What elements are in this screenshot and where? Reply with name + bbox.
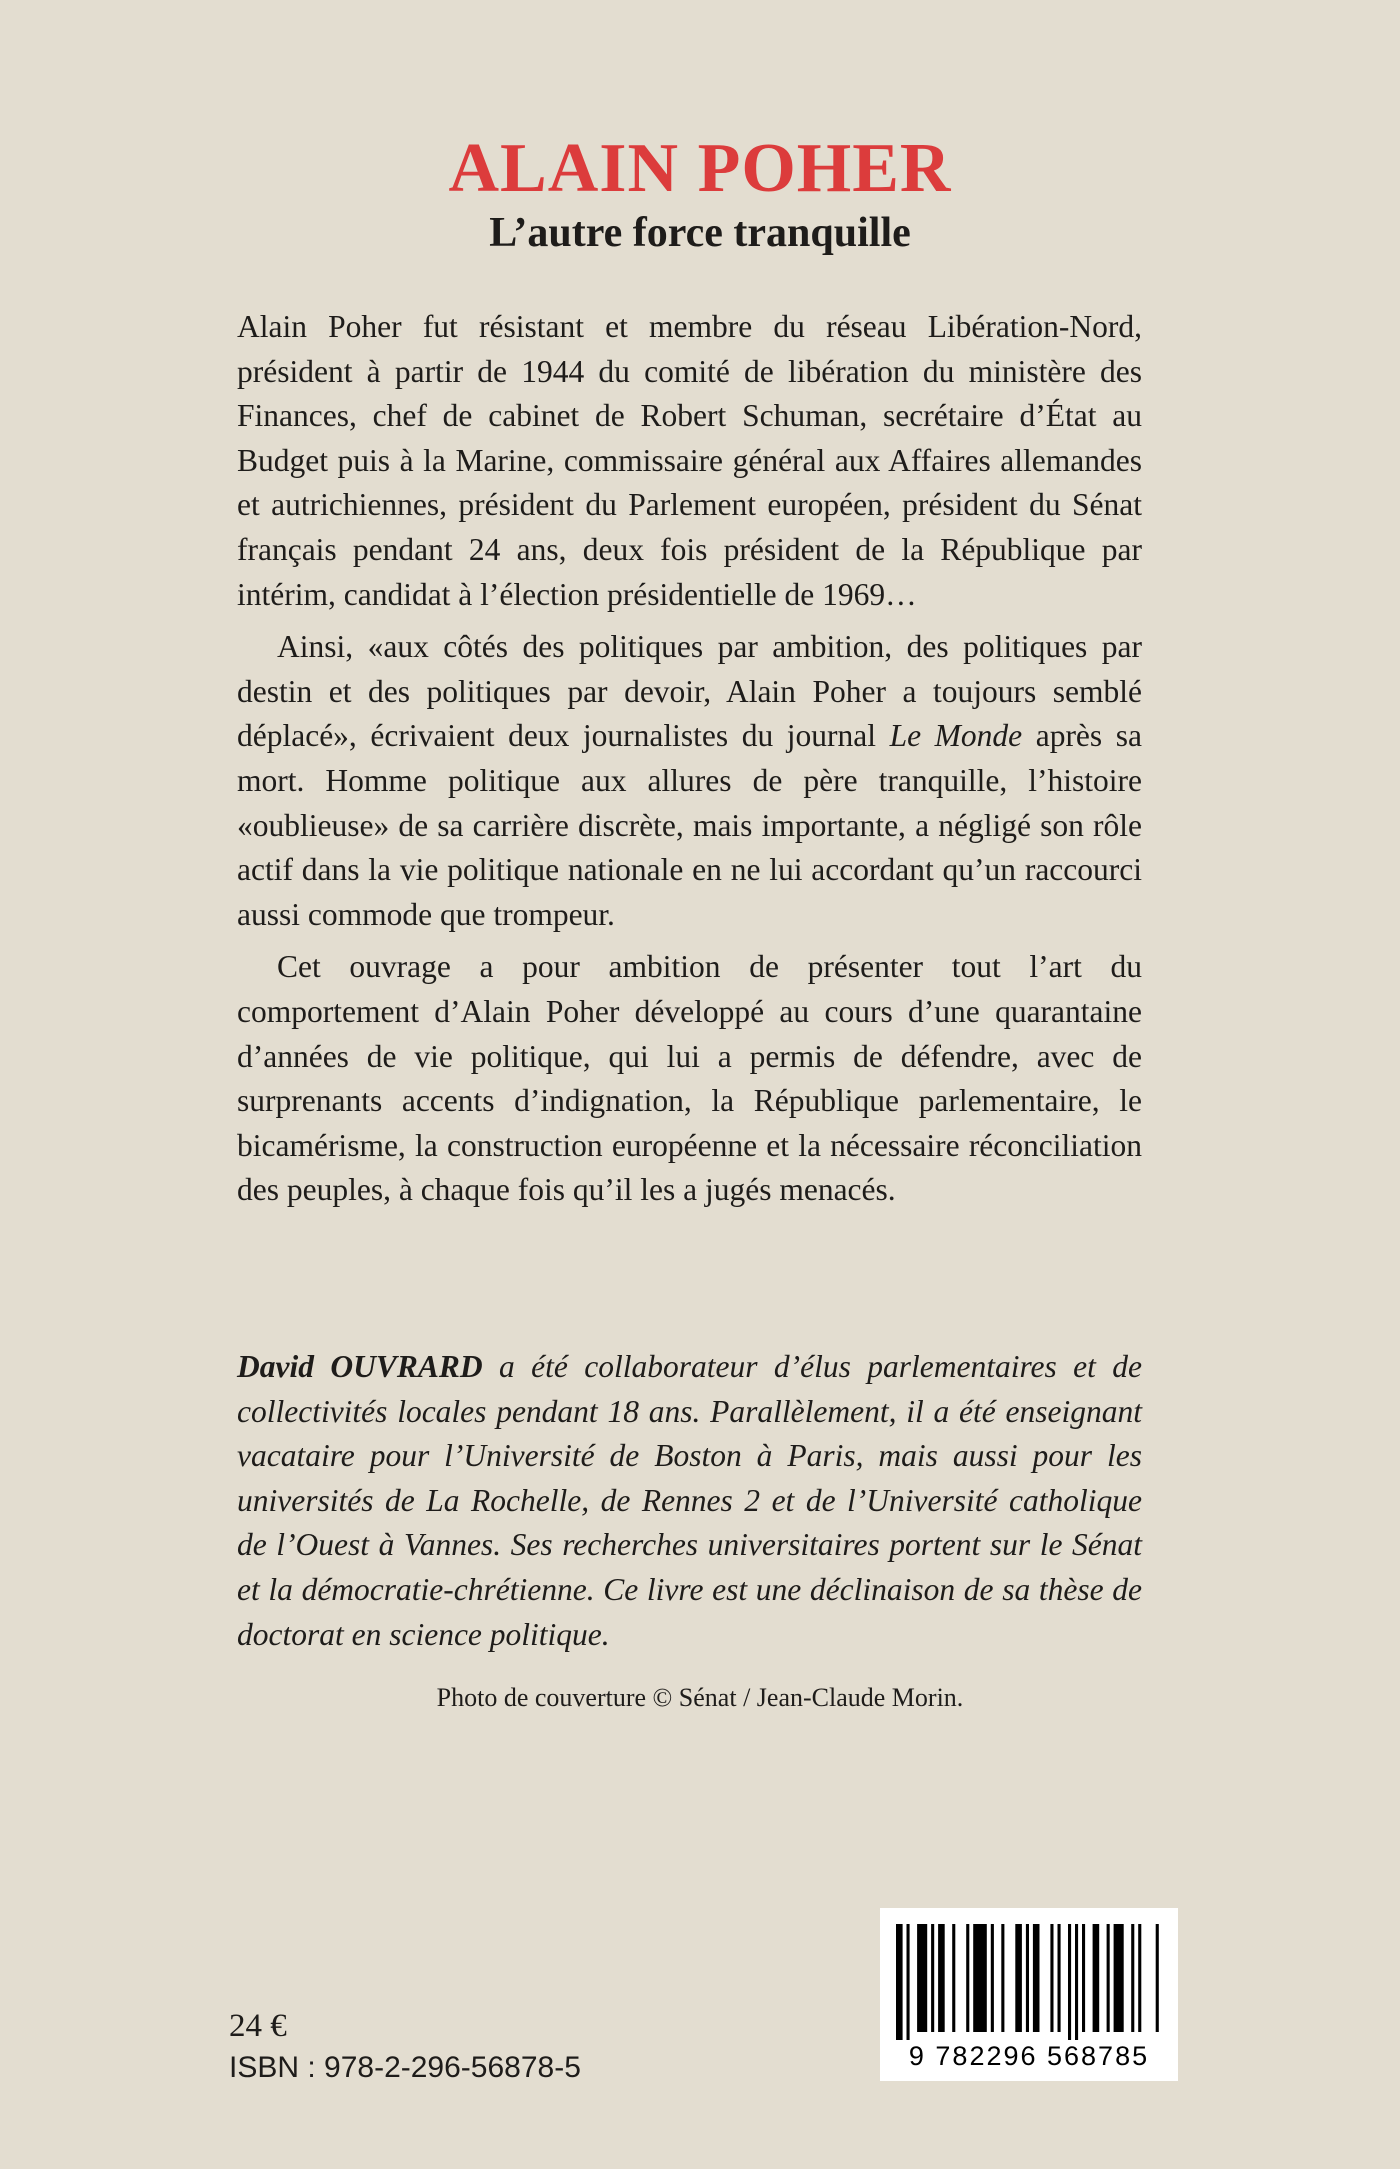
blurb: [237, 305, 1142, 1213]
blurb-paragraph-3: Cet ouvrage a pour ambition de présenter tout l’art du comportement d’Alain Poher développé au cours d’une quarantaine d’années de vie politique, qui lui a permis de défendre, avec de surprenants accents d’indignation, la République parlementaire, le bicamérisme, la construction européenne et la nécessaire réconciliation des peuples, à chaque fois qu’il les a jugés menacés.: [237, 949, 1142, 1208]
author-bio: [237, 1345, 1142, 1657]
blurb-paragraph-2: [237, 625, 1142, 937]
barcode-bar: [1033, 1924, 1040, 2032]
newspaper-name: Le Monde: [889, 718, 1023, 754]
barcode-bar: [1026, 1924, 1029, 2032]
barcode-bar: [1114, 1924, 1124, 2032]
blurb-paragraph-2-end: après sa mort. Homme politique aux allures de père tranquille, l’histoire «oublieuse» de sa carrière discrète, mais importante, a négligé son rôle actif dans la vie politique nationale en ne lui accordant qu’un raccourci aussi commode que trompeur.: [237, 718, 1142, 932]
barcode-bar: [1058, 1924, 1061, 2032]
barcode-bar: [1015, 1924, 1022, 2032]
barcode-bar: [917, 1924, 927, 2032]
barcode-bars-icon: [890, 1924, 1168, 2040]
barcode-bar: [1050, 1924, 1053, 2032]
barcode-bar: [1131, 1924, 1134, 2032]
barcode: [880, 1908, 1178, 2081]
isbn: ISBN : 978-2-296-56878-5: [229, 2051, 581, 2084]
barcode-bar: [1068, 1924, 1071, 2040]
barcode-bar: [1082, 1924, 1085, 2032]
barcode-bar: [973, 1924, 987, 2032]
barcode-bar: [907, 1924, 910, 2040]
barcode-bar: [1107, 1924, 1110, 2032]
barcode-bar: [1093, 1924, 1100, 2032]
barcode-bar: [931, 1924, 934, 2032]
author-bio-text: a été collaborateur d’élus parlementaires et de collectivités locales pendant 18 ans. Parallèlement, il a été enseignant vacataire pour l’Université de Boston à Paris, mais aussi pour les universités de La Rochelle, de Rennes 2 et de l’Université catholique de l’Ouest à Vannes. Ses recherches universitaires portent sur le Sénat et la démocratie-chrétienne. Ce livre est une déclinaison de sa thèse de doctorat en science politique.: [237, 1349, 1142, 1652]
book-title: ALAIN POHER: [448, 130, 952, 207]
barcode-number: 9 782296 568785: [908, 2041, 1150, 2071]
photo-credit: Photo de couverture © Sénat / Jean-Claude Morin.: [436, 1683, 964, 1712]
author-name: David OUVRARD: [237, 1349, 483, 1384]
barcode-bar: [1001, 1924, 1004, 2032]
barcode-bar: [938, 1924, 945, 2032]
barcode-bar: [991, 1924, 994, 2032]
barcode-bar: [1138, 1924, 1141, 2032]
blurb-paragraph-1: Alain Poher fut résistant et membre du réseau Libération-Nord, président à partir de 1944 du comité de libération du ministère des Finances, chef de cabinet de Robert Schuman, secrétaire d’État au Budget puis à la Marine, commissaire général aux Affaires allemandes et autrichiennes, président du Parlement européen, président du Sénat français pendant 24 ans, deux fois président de la République par intérim, candidat à l’élection présidentielle de 1969…: [237, 309, 1142, 612]
barcode-bar: [1156, 1924, 1159, 2032]
blurb-paragraph-2-start: Ainsi, «aux côtés des politiques par ambition, des politiques par destin et des politiques par devoir, Alain Poher a toujours semblé déplacé», écrivaient deux journalistes du journal: [237, 629, 1142, 754]
barcode-bar: [896, 1924, 903, 2040]
price: 24 €: [229, 2008, 287, 2044]
book-subtitle: L’autre force tranquille: [489, 210, 911, 256]
barcode-bar: [966, 1924, 969, 2032]
barcode-bar: [1075, 1924, 1078, 2040]
barcode-bar: [952, 1924, 955, 2032]
